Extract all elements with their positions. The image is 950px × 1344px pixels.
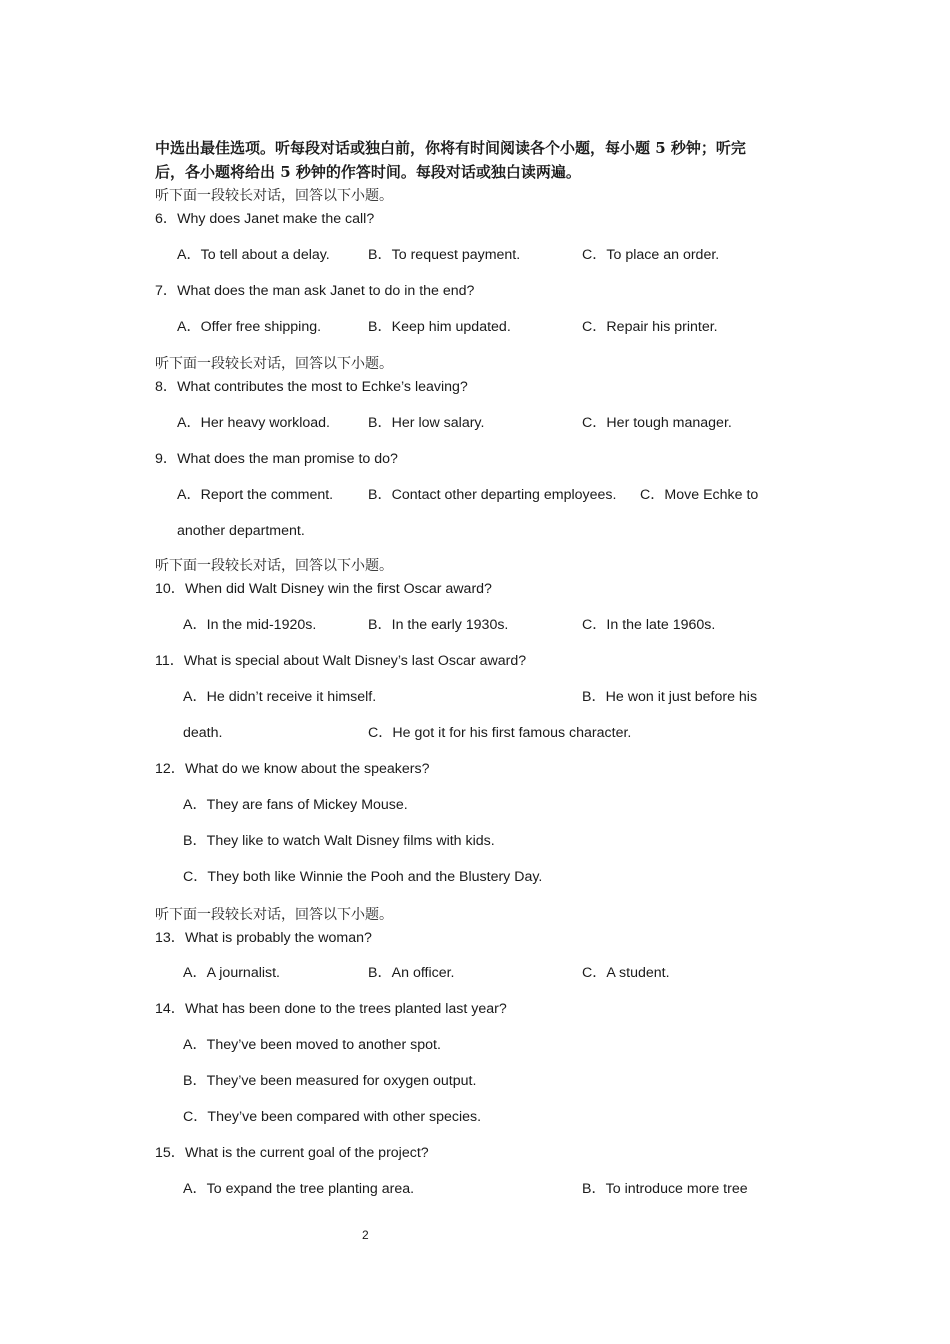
question-15-stem: 15．What is the current goal of the project? [155,1145,429,1161]
question-13-option-b: B．An officer. [368,965,455,981]
question-14-option-a: A．They’ve been moved to another spot. [183,1037,441,1053]
page-number: 2 [362,1228,369,1242]
question-9-stem: 9．What does the man promise to do? [155,451,398,467]
question-7-option-a: A．Offer free shipping. [177,319,322,335]
question-6-stem: 6．Why does Janet make the call? [155,211,375,227]
question-9-option-a: A．Report the comment. [177,487,334,503]
question-11-option-b: B．He won it just before his [582,689,758,705]
question-11-stem: 11．What is special about Walt Disney’s last Oscar award? [155,653,527,669]
question-10-option-a: A．In the mid-1920s. [183,617,317,633]
question-9-option-c-continued: another department. [177,523,305,539]
question-7-stem: 7．What does the man ask Janet to do in the end? [155,283,475,299]
question-12-option-c: C．They both like Winnie the Pooh and the Blustery Day. [183,869,543,885]
question-10-stem: 10．When did Walt Disney win the first Oscar award? [155,581,492,597]
question-12-option-b: B．They like to watch Walt Disney films with kids. [183,833,495,849]
question-9-option-c: C．Move Echke to [640,487,759,503]
question-8-option-b: B．Her low salary. [368,415,485,431]
question-11-option-a: A．He didn’t receive it himself. [183,689,377,705]
question-8-option-c: C．Her tough manager. [582,415,732,431]
question-15-option-b: B．To introduce more tree [582,1181,748,1197]
question-14-stem: 14．What has been done to the trees planted last year? [155,1001,507,1017]
question-13-option-c: C．A student. [582,965,670,981]
question-11-option-b-continued: death. [183,725,223,741]
section-header: 听下面一段较长对话，回答以下小题。 [155,907,393,923]
question-6-option-a: A．To tell about a delay. [177,247,330,263]
question-12-option-a: A．They are fans of Mickey Mouse. [183,797,408,813]
question-14-option-c: C．They’ve been compared with other species. [183,1109,482,1125]
question-7-option-b: B．Keep him updated. [368,319,511,335]
section-header: 听下面一段较长对话，回答以下小题。 [155,558,393,574]
question-7-option-c: C．Repair his printer. [582,319,718,335]
question-6-option-c: C．To place an order. [582,247,720,263]
question-11-option-c: C．He got it for his first famous character. [368,725,632,741]
question-12-stem: 12．What do we know about the speakers? [155,761,430,777]
question-15-option-a: A．To expand the tree planting area. [183,1181,415,1197]
section-header: 听下面一段较长对话，回答以下小题。 [155,188,393,204]
question-9-option-b: B．Contact other departing employees. [368,487,617,503]
question-10-option-b: B．In the early 1930s. [368,617,509,633]
question-13-stem: 13．What is probably the woman? [155,930,372,946]
question-6-option-b: B．To request payment. [368,247,521,263]
question-13-option-a: A．A journalist. [183,965,280,981]
instruction-line-1: 中选出最佳选项。听每段对话或独白前，你将有时间阅读各个小题，每小题 5 秒钟；听完 [155,139,746,157]
instruction-line-2: 后，各小题将给出 5 秒钟的作答时间。每段对话或独白读两遍。 [155,163,581,181]
question-8-stem: 8．What contributes the most to Echke’s leaving? [155,379,468,395]
section-header: 听下面一段较长对话，回答以下小题。 [155,356,393,372]
question-14-option-b: B．They’ve been measured for oxygen output. [183,1073,477,1089]
question-10-option-c: C．In the late 1960s. [582,617,716,633]
question-8-option-a: A．Her heavy workload. [177,415,330,431]
